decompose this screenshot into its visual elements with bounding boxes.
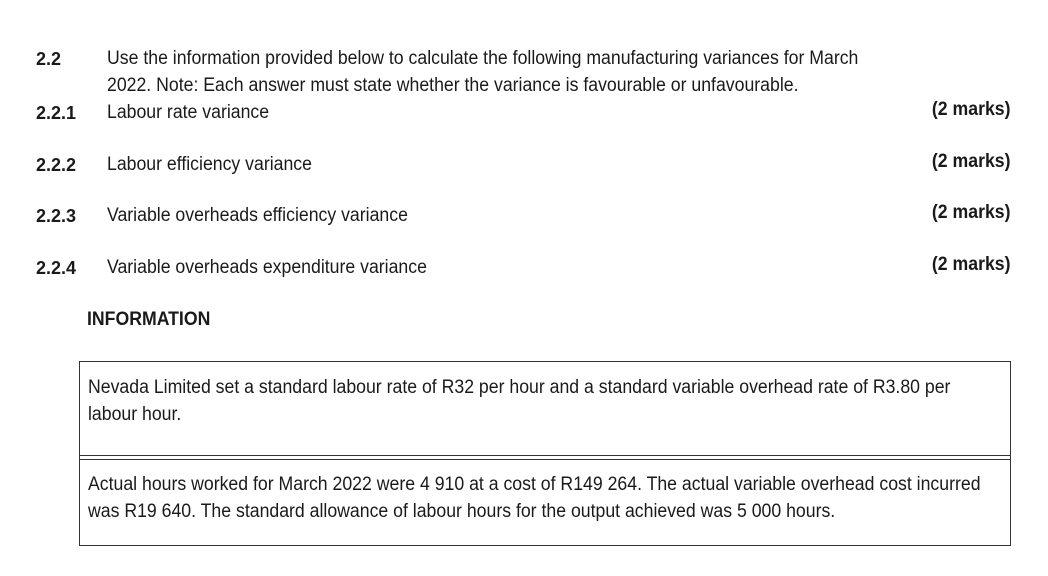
instruction-line-2: 2022. Note: Each answer must state whether the variance is favourable or unfavourable. (107, 75, 799, 96)
subquestion-label: Variable overheads expenditure variance (107, 257, 427, 278)
subquestion-label: Labour rate variance (107, 102, 270, 123)
subquestion-number: 2.2.3 (36, 206, 77, 226)
subquestion-number: 2.2.2 (36, 155, 77, 175)
subquestion-marks: (2 marks) (931, 202, 1010, 223)
information-paragraph-2: Actual hours worked for March 2022 were 4 910 at a cost of R149 264. The actual variable overhead cost incurred was R19 640. The standard allowance of labour hours for the output achieved was 5 000 hours. (88, 474, 981, 522)
information-heading: INFORMATION (87, 309, 211, 330)
subquestion-label: Labour efficiency variance (107, 154, 312, 175)
subquestion-marks: (2 marks) (931, 99, 1010, 120)
subquestion-label: Variable overheads efficiency variance (107, 205, 408, 226)
information-paragraph-1: Nevada Limited set a standard labour rate of R32 per hour and a standard variable overhead rate of R3.80 per labour hour. (88, 377, 951, 425)
question-number: 2.2 (36, 49, 62, 69)
subquestion-number: 2.2.1 (36, 103, 77, 123)
information-cell-1 (80, 362, 1010, 456)
instruction-line-1: Use the information provided below to calculate the following manufacturing variances for March (107, 48, 859, 69)
question-instruction (107, 45, 858, 99)
subquestion-marks: (2 marks) (931, 151, 1010, 172)
subquestion-number: 2.2.4 (36, 258, 77, 278)
information-table (79, 361, 1011, 546)
information-cell-2 (80, 459, 1010, 547)
subquestion-marks: (2 marks) (931, 254, 1010, 275)
